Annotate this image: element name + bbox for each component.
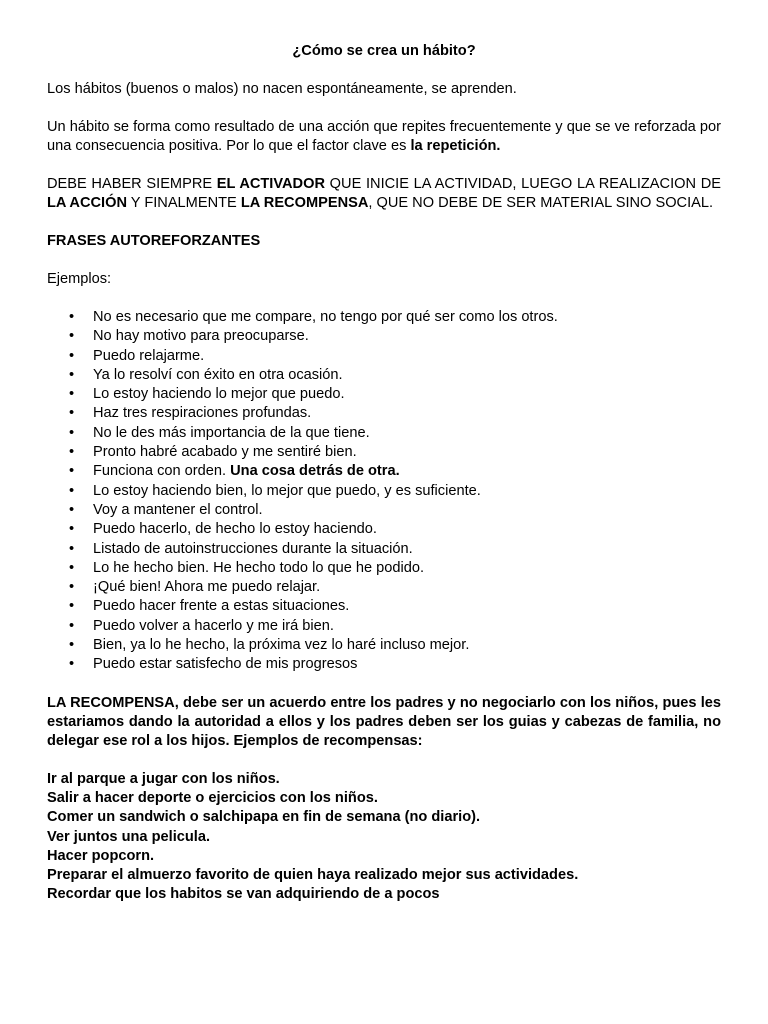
list-item-text: Haz tres respiraciones profundas. xyxy=(93,405,312,422)
list-item-text: Pronto habré acabado y me sentiré bien. xyxy=(93,444,357,461)
list-item xyxy=(47,347,721,366)
reward-keyword: LA RECOMPENSA xyxy=(240,195,369,211)
bullet-icon: • xyxy=(69,482,75,499)
examples-list xyxy=(47,308,721,675)
reward-item: Comer un sandwich o salchipapa en fin de semana (no diario). xyxy=(47,809,481,826)
list-item-text: No es necesario que me compare, no tengo por qué ser como los otros. xyxy=(93,309,558,325)
list-item xyxy=(47,655,721,674)
bullet-icon: • xyxy=(69,463,75,480)
list-item-text: Puedo hacer frente a estas situaciones. xyxy=(93,598,350,615)
list-item xyxy=(47,540,721,559)
list-item-text: Puedo volver a hacerlo y me irá bien. xyxy=(93,617,334,634)
list-item-text: ¡Qué bien! Ahora me puedo relajar. xyxy=(93,579,321,596)
list-item-text: No le des más importancia de la que tiene. xyxy=(93,424,370,441)
intro-paragraph: Los hábitos (buenos o malos) no nacen espontáneamente, se aprenden. xyxy=(47,81,517,97)
list-item-text: Bien, ya lo he hecho, la próxima vez lo haré incluso mejor. xyxy=(93,637,470,654)
examples-label: Ejemplos: xyxy=(47,271,112,287)
list-item xyxy=(47,636,721,655)
sequence-text-2: QUE INICIE LA ACTIVIDAD, LUEGO LA REALIZACION DE xyxy=(324,176,721,192)
list-item xyxy=(47,462,721,481)
list-item xyxy=(47,424,721,443)
bullet-icon: • xyxy=(69,444,75,461)
bullet-icon: • xyxy=(69,501,75,518)
reward-item: Preparar el almuerzo favorito de quien haya realizado mejor sus actividades. xyxy=(47,867,579,884)
list-item-text: Lo estoy haciendo bien, lo mejor que puedo, y es suficiente. xyxy=(93,482,481,499)
bullet-icon: • xyxy=(69,559,75,576)
bullet-icon: • xyxy=(69,521,75,538)
bullet-icon: • xyxy=(69,309,75,325)
list-item xyxy=(47,308,721,327)
list-item xyxy=(47,597,721,616)
bullet-icon: • xyxy=(69,347,75,364)
reward-item: Ver juntos una pelicula. xyxy=(47,828,211,845)
list-item xyxy=(47,385,721,404)
bullet-icon: • xyxy=(69,540,75,557)
list-item-text: Puedo hacerlo, de hecho lo estoy haciendo. xyxy=(93,521,377,538)
bullet-icon: • xyxy=(69,637,75,654)
reward-item: Hacer popcorn. xyxy=(47,847,155,864)
phrases-heading: FRASES AUTOREFORZANTES xyxy=(47,233,261,249)
sequence-text-3: Y FINALMENTE xyxy=(127,195,241,211)
list-item-text: No hay motivo para preocuparse. xyxy=(93,328,309,345)
list-item xyxy=(47,366,721,385)
repetition-text: Un hábito se forma como resultado de una acción que repites frecuentemente y que se ve reforzada por una consecuencia positiva. Por lo que el factor clave es xyxy=(47,119,721,154)
bullet-icon: • xyxy=(69,579,75,596)
sequence-text-4: , QUE NO DEBE DE SER MATERIAL SINO SOCIAL. xyxy=(368,195,714,211)
reward-item: Salir a hacer deporte o ejercicios con los niños. xyxy=(47,789,378,806)
rewards-list xyxy=(47,770,721,905)
document-title: ¿Cómo se crea un hábito? xyxy=(292,43,476,59)
reward-paragraph: LA RECOMPENSA, debe ser un acuerdo entre los padres y no negociarlo con los niños, pues les estariamos dando la autoridad a ellos y los padres deben ser los guias y cabezas de familia, no delegar ese rol a los hijos. Ejemplos de recompensas: xyxy=(47,694,721,749)
action-keyword: LA ACCIÓN xyxy=(47,195,127,211)
sequence-paragraph xyxy=(47,175,721,213)
bullet-icon: • xyxy=(69,366,75,383)
bullet-icon: • xyxy=(69,328,75,345)
list-item xyxy=(47,520,721,539)
repetition-paragraph xyxy=(47,118,721,156)
list-item-text: Voy a mantener el control. xyxy=(93,501,263,518)
list-item-text: Funciona con orden. xyxy=(93,463,231,480)
bullet-icon: • xyxy=(69,617,75,634)
sequence-text-1: DEBE HABER SIEMPRE xyxy=(47,176,217,192)
list-item-bold-text: Una cosa detrás de otra. xyxy=(230,463,400,480)
list-item xyxy=(47,404,721,423)
bullet-icon: • xyxy=(69,405,75,422)
bullet-icon: • xyxy=(69,386,75,403)
list-item xyxy=(47,501,721,520)
list-item xyxy=(47,482,721,501)
list-item-text: Ya lo resolví con éxito en otra ocasión. xyxy=(93,366,343,383)
repetition-keyword: la repetición. xyxy=(410,138,501,154)
bullet-icon: • xyxy=(69,598,75,615)
list-item-text: Lo estoy haciendo lo mejor que puedo. xyxy=(93,386,345,403)
bullet-icon: • xyxy=(69,424,75,441)
list-item xyxy=(47,578,721,597)
list-item xyxy=(47,559,721,578)
bullet-icon: • xyxy=(69,656,75,673)
list-item-text: Puedo estar satisfecho de mis progresos xyxy=(93,656,358,673)
list-item xyxy=(47,617,721,636)
list-item xyxy=(47,327,721,346)
reward-item: Ir al parque a jugar con los niños. xyxy=(47,770,280,787)
list-item-text: Puedo relajarme. xyxy=(93,347,205,364)
list-item-text: Listado de autoinstrucciones durante la situación. xyxy=(93,540,413,557)
activator-keyword: EL ACTIVADOR xyxy=(216,176,325,192)
list-item xyxy=(47,443,721,462)
list-item-text: Lo he hecho bien. He hecho todo lo que he podido. xyxy=(93,559,425,576)
reward-item: Recordar que los habitos se van adquiriendo de a pocos xyxy=(47,886,440,903)
